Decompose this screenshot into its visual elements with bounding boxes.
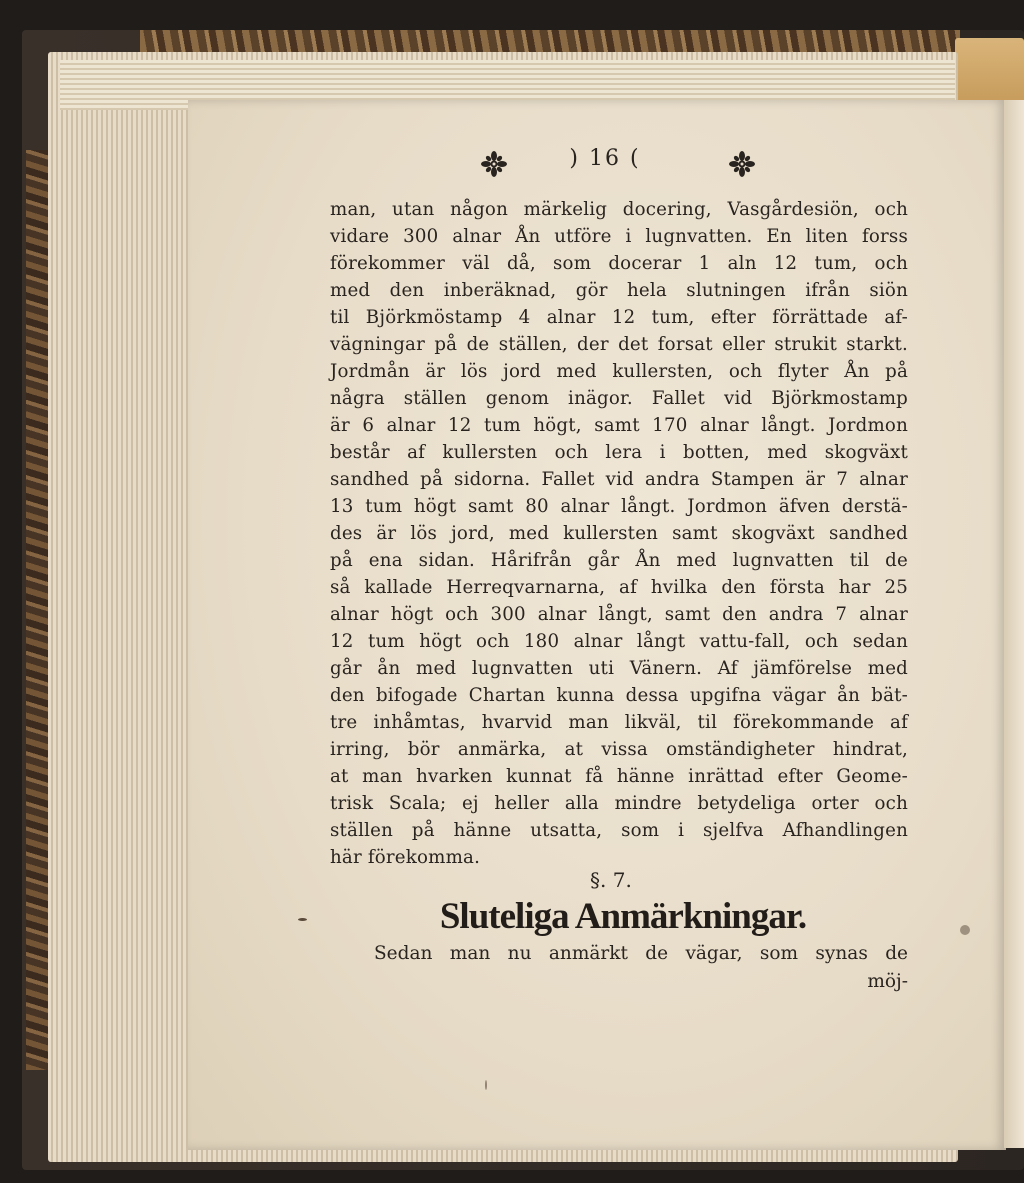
paper-speck: [485, 1080, 487, 1090]
rosette-ornament-icon: [728, 150, 756, 178]
text-line: trisk Scala; ej heller alla mindre betydeliga orter och: [330, 793, 908, 814]
text-line: til Björkmöstamp 4 alnar 12 tum, efter förrättade af-: [330, 307, 908, 328]
text-line: vidare 300 alnar Ån utföre i lugnvatten. En liten forss: [330, 226, 908, 247]
section-heading: Sluteliga Anmärkningar.: [439, 896, 807, 937]
text-line: några ställen genom inägor. Fallet vid Björkmostamp: [330, 388, 908, 409]
text-line: förekommer väl då, som docerar 1 aln 12 tum, och: [330, 253, 908, 274]
text-line: Jordmån är lös jord med kullersten, och flyter Ån på: [330, 361, 908, 382]
right-leaf-edge: [1004, 100, 1024, 1148]
text-line: ställen på hänne utsatta, som i sjelfva Afhandlingen: [330, 820, 908, 841]
text-line: vägningar på de ställen, der det forsat eller strukit starkt.: [330, 334, 908, 355]
marbled-binding-top: [140, 30, 960, 52]
closing-first-line: Sedan man nu anmärkt de vägar, som synas de: [374, 943, 908, 964]
section-number: §. 7.: [590, 868, 632, 892]
text-line: irring, bör anmärka, at vissa omständigheter hindrat,: [330, 739, 908, 760]
text-line: på ena sidan. Hårifrån går Ån med lugnvatten til de: [330, 550, 908, 571]
text-line: 12 tum högt och 180 alnar långt vattu-fall, och sedan: [330, 631, 908, 652]
text-line: består af kullersten och lera i botten, med skogväxt: [330, 442, 908, 463]
text-line: så kallade Herreqvarnarna, af hvilka den första har 25: [330, 577, 908, 598]
text-line: här förekomma.: [330, 847, 481, 868]
text-line: tre inhåmtas, hvarvid man likväl, til förekommande af: [330, 712, 908, 733]
text-line: är 6 alnar 12 tum högt, samt 170 alnar långt. Jordmon: [330, 415, 908, 436]
text-line: 13 tum högt samt 80 alnar långt. Jordmon äfven derstä-: [330, 496, 908, 517]
closing-text: [374, 940, 908, 996]
text-line: sandhed på sidorna. Fallet vid andra Stampen är 7 alnar: [330, 469, 908, 490]
text-line: des är lös jord, med kullersten samt skogväxt sandhed: [330, 523, 908, 544]
catchword: möj-: [867, 971, 908, 992]
paper-speck: [960, 925, 970, 935]
page-header: [470, 146, 790, 186]
body-text: [330, 196, 908, 871]
page-number: ) 16 (: [569, 146, 641, 171]
paper-speck: [298, 918, 307, 921]
rosette-ornament-icon: [480, 150, 508, 178]
text-line: den bifogade Chartan kunna dessa upgifna vägar ån bät-: [330, 685, 908, 706]
opposite-page-corner: [955, 38, 1024, 102]
text-line: alnar högt och 300 alnar långt, samt den andra 7 alnar: [330, 604, 908, 625]
text-line: at man hvarken kunnat få hänne inrättad efter Geome-: [330, 766, 908, 787]
text-line: man, utan någon märkelig docering, Vasgårdesiön, och: [330, 199, 908, 220]
text-line: går ån med lugnvatten uti Vänern. Af jämförelse med: [330, 658, 908, 679]
text-line: med den inberäknad, gör hela slutningen ifrån siön: [330, 280, 908, 301]
